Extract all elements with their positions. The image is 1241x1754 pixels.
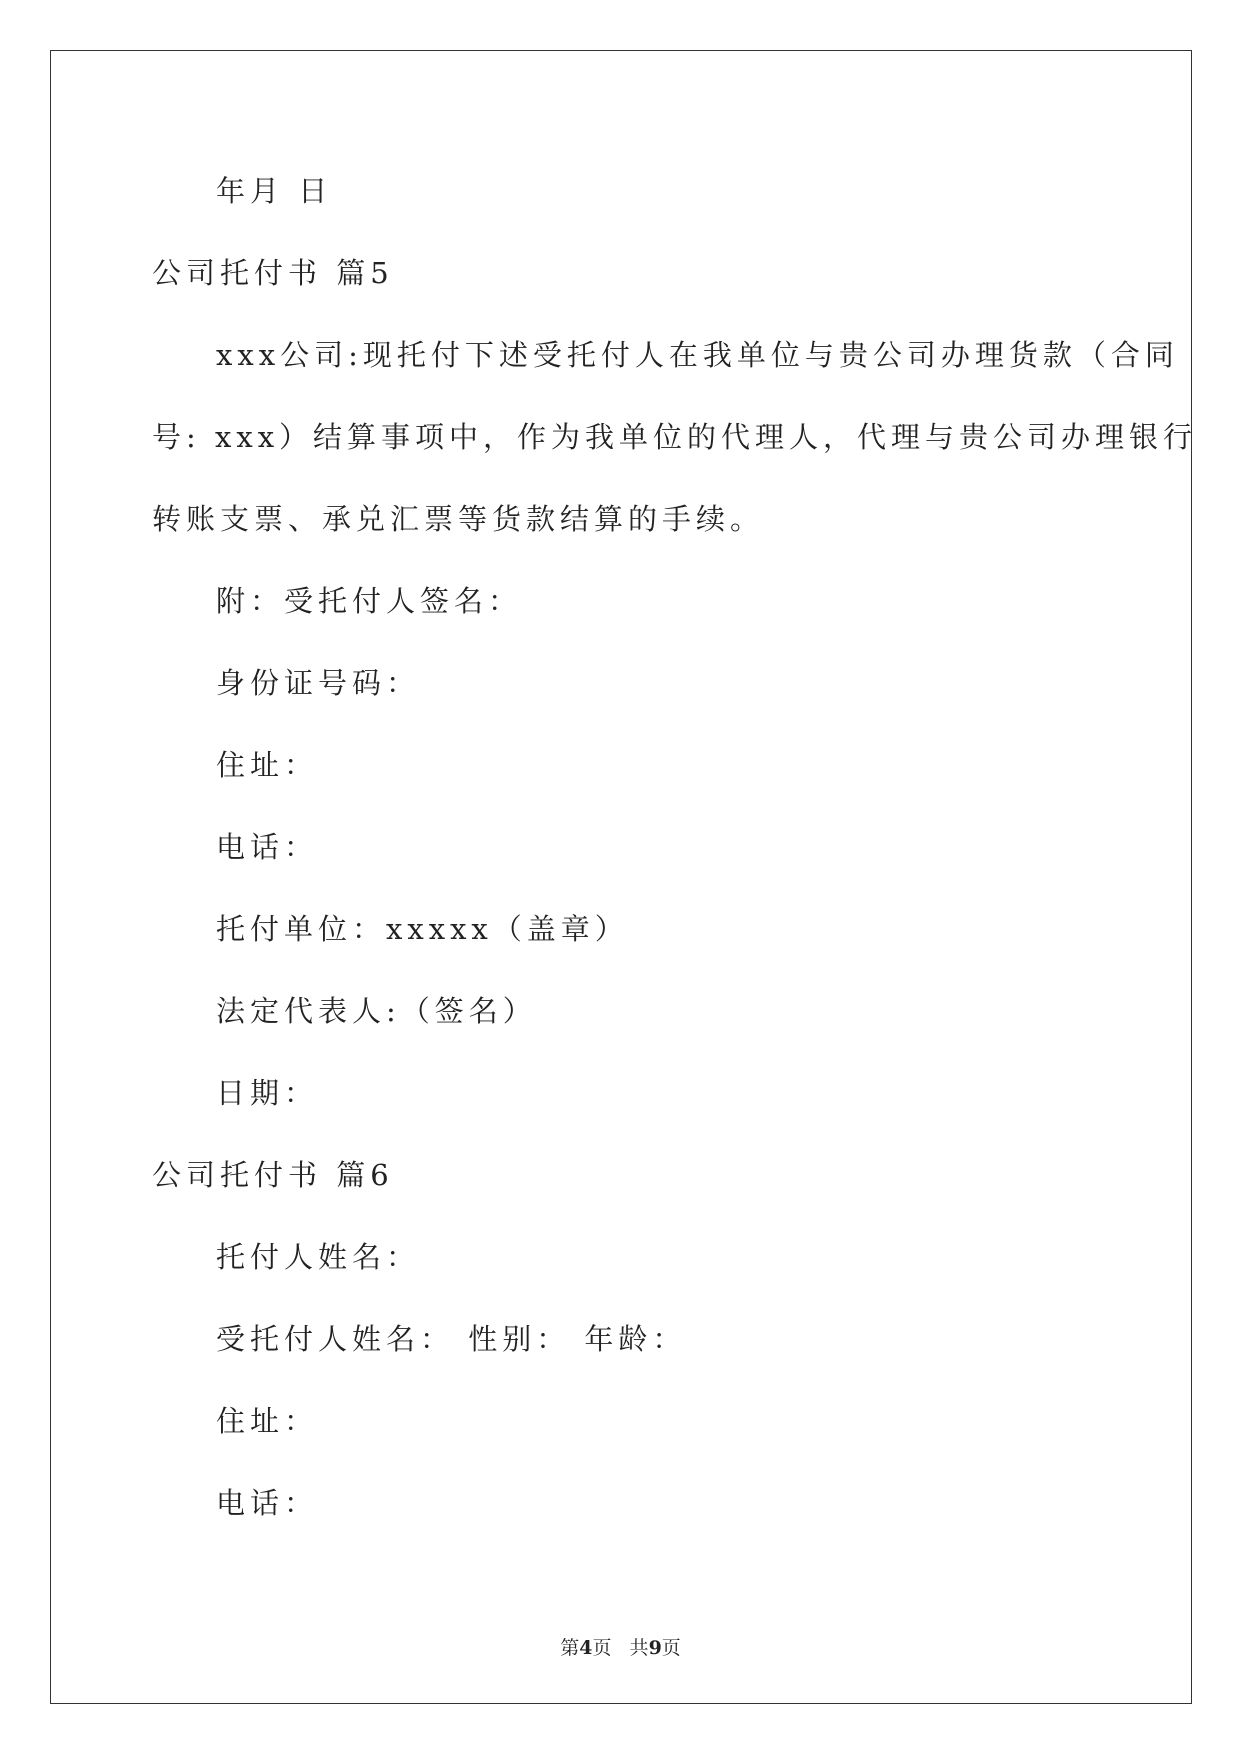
footer-mid: 页 共 [592,1637,649,1659]
phone-line: 电话： [216,830,319,864]
date-field-line: 日期： [216,1076,319,1110]
page-footer [0,1633,1241,1660]
trustee-signature-line: 附：受托付人签名： [216,584,523,618]
entrusting-unit-line: 托付单位：xxxxx（盖章） [216,912,629,946]
section-heading-5: 公司托付书 篇5 [152,256,394,290]
address-line: 住址： [216,748,319,782]
id-number-line: 身份证号码： [216,666,421,700]
total-page-number: 9 [648,1637,662,1659]
address-line: 住址： [216,1404,319,1438]
page-border [50,50,1192,1704]
footer-prefix: 第 [560,1637,580,1659]
trustee-details-line: 受托付人姓名： 性别： 年龄： [216,1322,687,1356]
date-line: 年月 日 [216,174,333,208]
section-heading-6: 公司托付书 篇6 [152,1158,394,1192]
principal-name-line: 托付人姓名： [216,1240,421,1274]
body-paragraph-line: 转账支票、承兑汇票等货款结算的手续。 [152,502,765,536]
body-paragraph-line: xxx公司:现托付下述受托付人在我单位与贵公司办理货款（合同 [216,338,1179,372]
body-paragraph-line: 号: xxx）结算事项中，作为我单位的代理人，代理与贵公司办理银行 [152,420,1198,454]
phone-line: 电话： [216,1486,319,1520]
footer-suffix: 页 [661,1637,681,1659]
legal-representative-line: 法定代表人:（签名） [216,994,537,1028]
current-page-number: 4 [579,1637,593,1659]
